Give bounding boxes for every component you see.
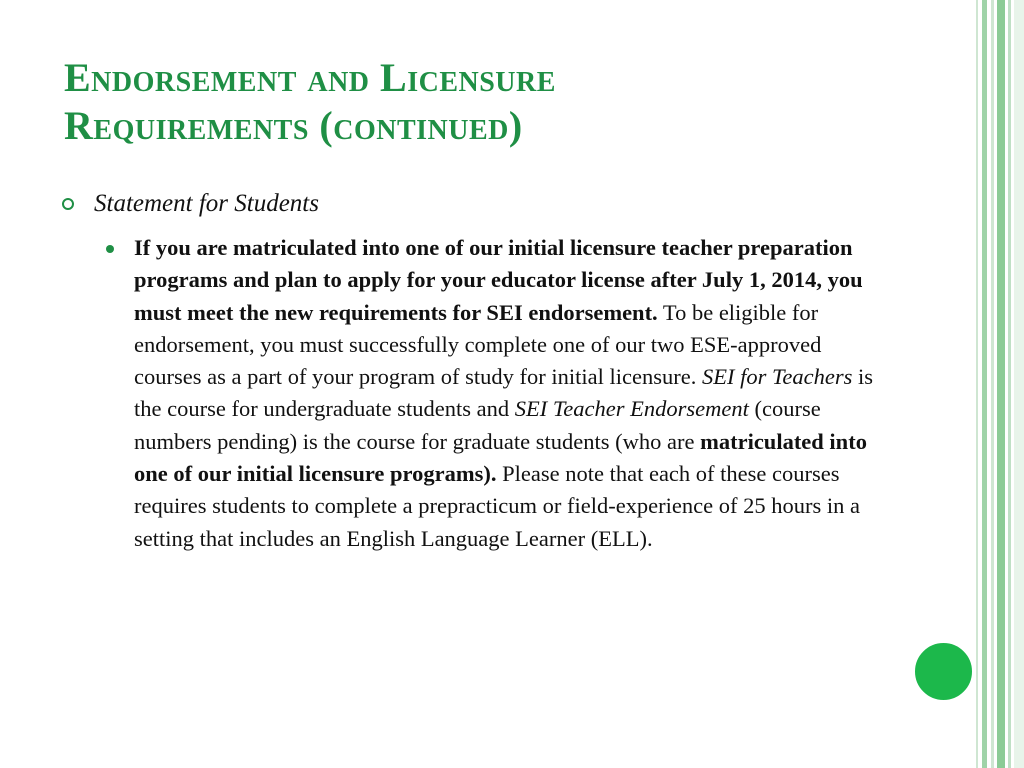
stripe	[976, 0, 978, 768]
decorative-stripes	[976, 0, 1024, 768]
stripe	[1014, 0, 1024, 768]
course-name-1: SEI for Teachers	[701, 364, 853, 390]
bullet-paragraph	[134, 232, 876, 555]
stripe	[982, 0, 987, 768]
bullet-level-2	[106, 232, 876, 555]
slide-title	[64, 54, 884, 150]
plain-text-3: (course numbers pending) is the course for graduate students (who are	[134, 396, 821, 454]
plain-text-4: Please note that each of these courses requires students to complete a prepracticum or field-experience of 25 hours in a setting that includes an English Language Learner (ELL).	[134, 461, 860, 551]
bullet-heading: Statement for Students	[94, 190, 319, 217]
course-name-2: SEI Teacher Endorsement	[514, 396, 749, 422]
plain-text-2: is the course for undergraduate students and	[134, 364, 874, 422]
title-line-2: Requirements (continued)	[64, 103, 523, 148]
bold-text-1: If you are matriculated into one of our initial licensure teacher preparation programs and plan to apply for your educator license after July 1, 2014, you must meet the new requirements for SEI endorsement.	[134, 235, 863, 325]
stripe	[997, 0, 1005, 768]
stripe	[1008, 0, 1011, 768]
decorative-circle-icon	[912, 640, 975, 703]
filled-bullet-icon	[106, 245, 114, 253]
title-line-1: Endorsement and Licensure	[64, 55, 556, 100]
stripe	[991, 0, 994, 768]
bold-text-2: matriculated into one of our initial licensure programs).	[134, 428, 867, 487]
bullet-level-1	[62, 188, 882, 220]
plain-text-1: To be eligible for endorsement, you must successfully complete one of our two ESE-approved courses as a part of your program of study for initial licensure.	[134, 299, 822, 390]
hollow-bullet-icon	[62, 198, 74, 210]
